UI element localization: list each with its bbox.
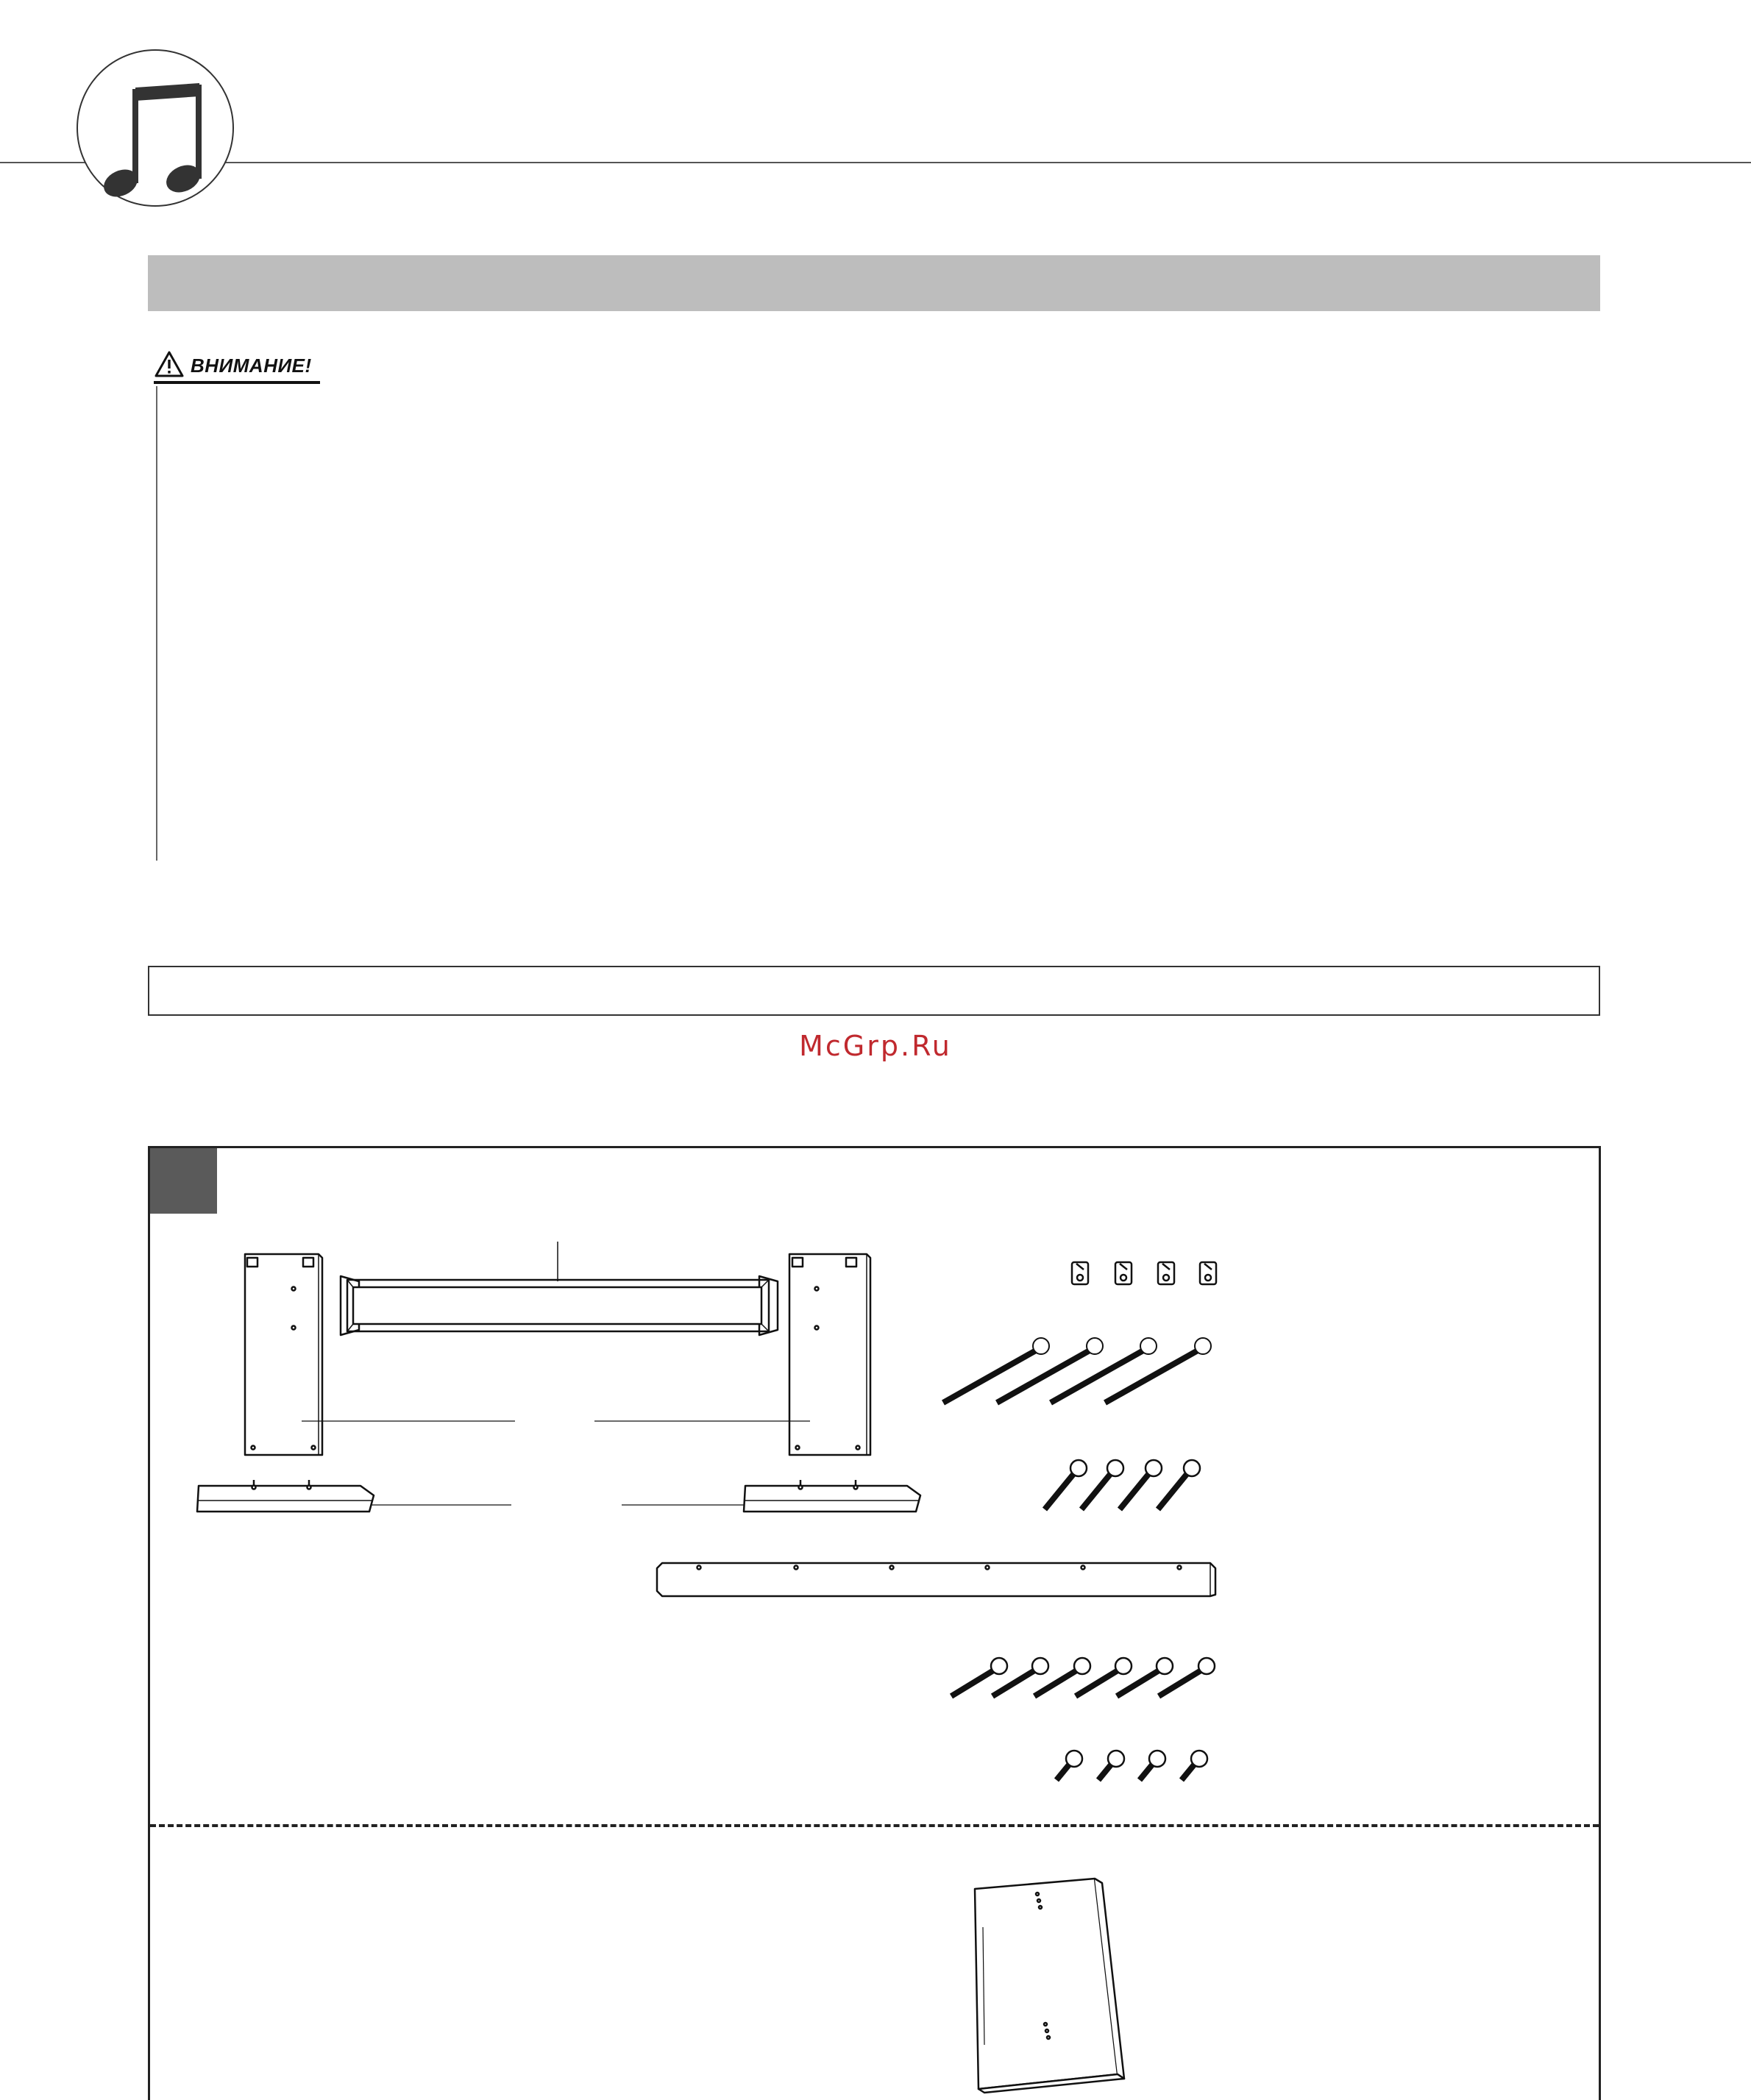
left-foot [197, 1480, 374, 1512]
right-side-panel [789, 1254, 870, 1455]
right-foot [744, 1480, 920, 1512]
medium-bolts [1045, 1460, 1200, 1509]
manual-booklet [975, 1879, 1124, 2093]
long-bolts [943, 1338, 1211, 1403]
watermark: McGrp.Ru [799, 1030, 952, 1062]
back-board [341, 1276, 778, 1335]
screws-six [951, 1658, 1215, 1696]
left-side-panel [245, 1254, 322, 1455]
caution-text: ВНИМАНИЕ! [191, 354, 312, 377]
nuts [1072, 1262, 1216, 1284]
short-screws [1056, 1751, 1207, 1780]
pedal-bar [657, 1563, 1215, 1596]
